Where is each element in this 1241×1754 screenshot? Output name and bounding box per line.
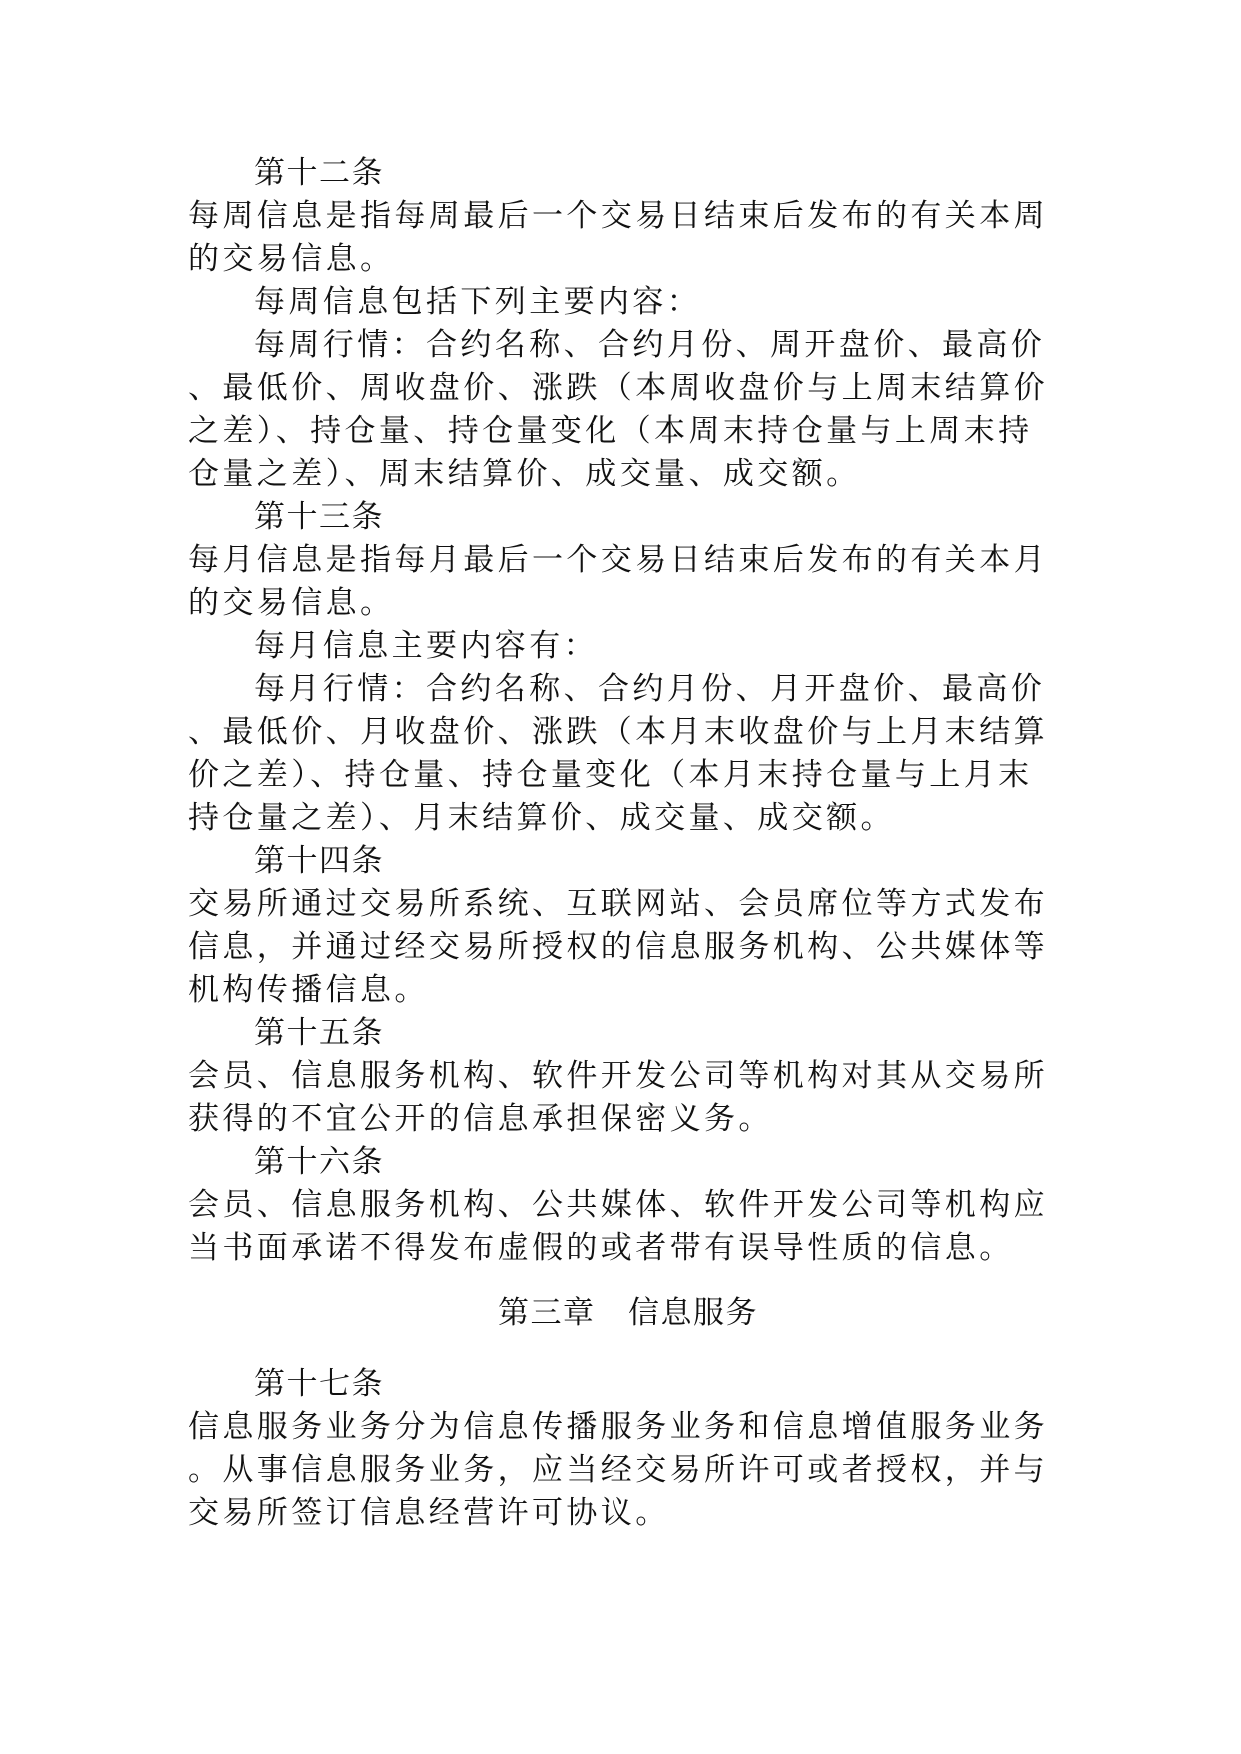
article-text-line: 的交易信息。: [188, 241, 395, 277]
article-text-line: 信息服务业务分为信息传播服务业务和信息增值服务业务: [188, 1409, 1048, 1445]
articles-before-chapter: [188, 152, 1068, 1270]
article: [188, 1141, 1068, 1270]
article-text-line: 、最低价、周收盘价、涨跌（本周收盘价与上周末结算价: [188, 370, 1048, 406]
article: [188, 1363, 1068, 1535]
article-heading: 第十五条: [254, 1015, 384, 1051]
article-text-line: 每月信息主要内容有：: [254, 628, 598, 664]
article-text-line: 获得的不宜公开的信息承担保密义务。: [188, 1101, 773, 1137]
article: [188, 152, 1068, 496]
article-text-line: 信息，并通过经交易所授权的信息服务机构、公共媒体等: [188, 929, 1048, 965]
article-text-line: 仓量之差）、周末结算价、成交量、成交额。: [188, 456, 861, 492]
article-text-line: 价之差）、持仓量、持仓量变化（本月末持仓量与上月末: [188, 757, 1033, 793]
document-page: [188, 152, 1068, 1535]
article-heading: 第十四条: [254, 843, 384, 879]
article: [188, 496, 1068, 840]
article-heading: 第十七条: [254, 1366, 384, 1402]
article-text-line: 交易所通过交易所系统、互联网站、会员席位等方式发布: [188, 886, 1048, 922]
article-text-line: 每周信息是指每周最后一个交易日结束后发布的有关本周: [188, 198, 1048, 234]
article-text-line: 机构传播信息。: [188, 972, 429, 1008]
article-heading: 第十六条: [254, 1144, 384, 1180]
article-text-line: 持仓量之差）、月末结算价、成交量、成交额。: [188, 800, 895, 836]
article-text-line: 每周行情：合约名称、合约月份、周开盘价、最高价: [254, 327, 1046, 363]
article: [188, 840, 1068, 1012]
article: [188, 1012, 1068, 1141]
article-text-line: 会员、信息服务机构、公共媒体、软件开发公司等机构应: [188, 1187, 1048, 1223]
article-text-line: 会员、信息服务机构、软件开发公司等机构对其从交易所: [188, 1058, 1048, 1094]
article-text-line: 的交易信息。: [188, 585, 395, 621]
article-text-line: 当书面承诺不得发布虚假的或者带有误导性质的信息。: [188, 1230, 1014, 1266]
article-heading: 第十三条: [254, 499, 384, 535]
article-text-line: 、最低价、月收盘价、涨跌（本月末收盘价与上月末结算: [188, 714, 1048, 750]
article-text-line: 交易所签订信息经营许可协议。: [188, 1495, 670, 1531]
articles-after-chapter: [188, 1363, 1068, 1535]
article-text-line: 之差）、持仓量、持仓量变化（本周末持仓量与上周末持: [188, 413, 1033, 449]
article-heading: 第十二条: [254, 155, 384, 191]
article-text-line: 。从事信息服务业务，应当经交易所许可或者授权，并与: [188, 1452, 1048, 1488]
chapter-title: 第三章 信息服务: [498, 1295, 758, 1331]
article-text-line: 每月信息是指每月最后一个交易日结束后发布的有关本月: [188, 542, 1048, 578]
article-text-line: 每周信息包括下列主要内容：: [254, 284, 702, 320]
article-text-line: 每月行情：合约名称、合约月份、月开盘价、最高价: [254, 671, 1046, 707]
